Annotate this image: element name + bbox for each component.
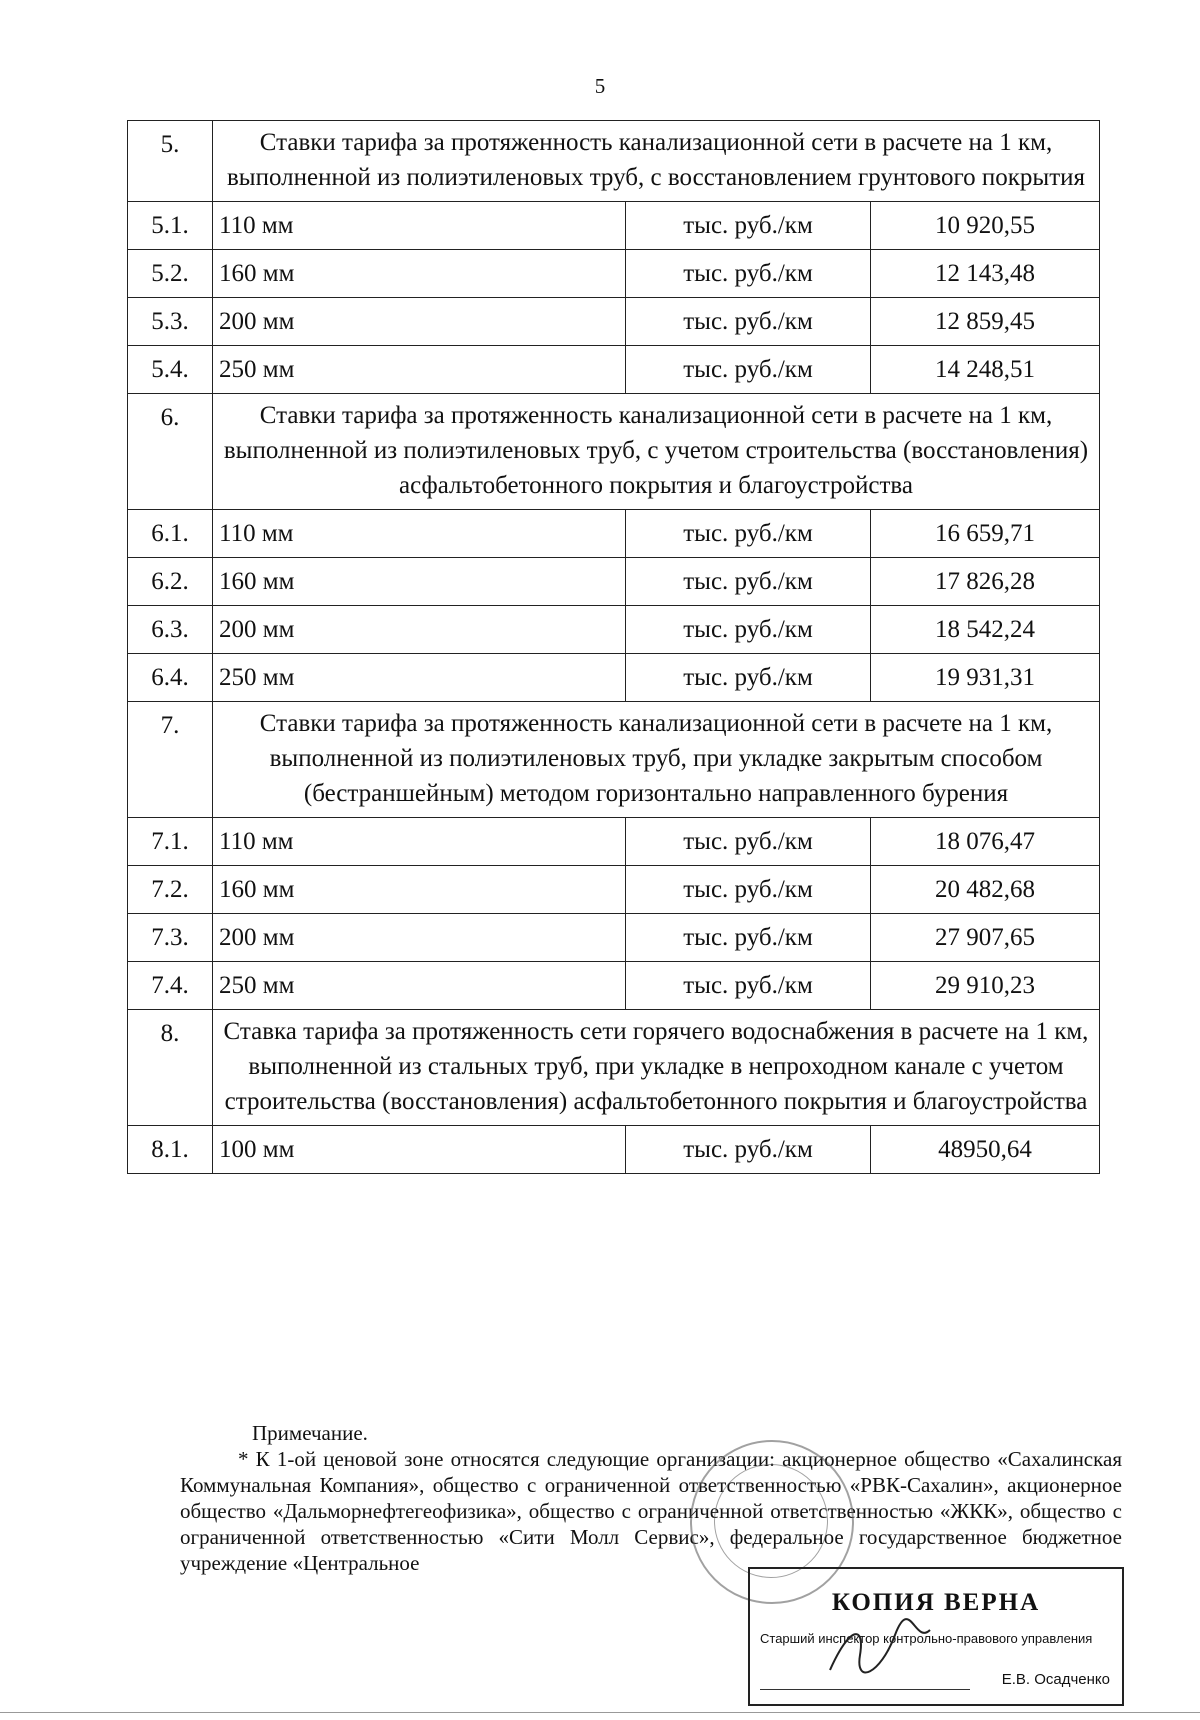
row-number: 6.4. [128,654,213,702]
note-text: * К 1-ой ценовой зоне относятся следующие организации: акционерное общество «Сахалинская Коммунальная Компания», общество с ограниченной ответственностью «РВК-Сахалин», акционерное общество «Дальморнефтегеофизика», общество с ограниченной ответственностью «ЖКК», общество с ограниченной ответственностью «Сити Молл Сервис», федеральное государственное бюджетное учреждение «Центральное [180,1447,1122,1575]
row-unit: тыс. руб./км [626,298,871,346]
row-pipe-size: 160 мм [213,866,626,914]
row-unit: тыс. руб./км [626,346,871,394]
tariff-table [127,120,1100,1174]
row-pipe-size: 200 мм [213,606,626,654]
row-pipe-size: 200 мм [213,298,626,346]
section-number: 8. [128,1010,213,1126]
row-number: 7.4. [128,962,213,1010]
row-number: 6.3. [128,606,213,654]
row-number: 5.4. [128,346,213,394]
table-row [128,962,1100,1010]
row-pipe-size: 160 мм [213,558,626,606]
section-title: Ставки тарифа за протяженность канализационной сети в расчете на 1 км, выполненной из полиэтиленовых труб, с учетом строительства (восстановления) асфальтобетонного покрытия и благоустройства [213,394,1100,510]
row-number: 7.3. [128,914,213,962]
row-value: 10 920,55 [871,202,1100,250]
row-pipe-size: 100 мм [213,1126,626,1174]
table-row [128,914,1100,962]
row-unit: тыс. руб./км [626,558,871,606]
row-number: 5.3. [128,298,213,346]
row-value: 12 859,45 [871,298,1100,346]
section-number: 7. [128,702,213,818]
row-number: 5.2. [128,250,213,298]
row-unit: тыс. руб./км [626,818,871,866]
row-unit: тыс. руб./км [626,962,871,1010]
row-value: 14 248,51 [871,346,1100,394]
stamp-signer-name: Е.В. Осадченко [1001,1671,1110,1688]
row-number: 7.1. [128,818,213,866]
row-value: 18 542,24 [871,606,1100,654]
table-row [128,558,1100,606]
note-block [180,1420,1122,1576]
table-row [128,346,1100,394]
section-title: Ставки тарифа за протяженность канализационной сети в расчете на 1 км, выполненной из полиэтиленовых труб, с восстановлением грунтового покрытия [213,121,1100,202]
row-pipe-size: 110 мм [213,202,626,250]
row-pipe-size: 110 мм [213,818,626,866]
row-pipe-size: 250 мм [213,346,626,394]
row-unit: тыс. руб./км [626,914,871,962]
row-unit: тыс. руб./км [626,866,871,914]
row-pipe-size: 110 мм [213,510,626,558]
row-value: 29 910,23 [871,962,1100,1010]
row-number: 5.1. [128,202,213,250]
row-value: 19 931,31 [871,654,1100,702]
table-row [128,250,1100,298]
row-unit: тыс. руб./км [626,510,871,558]
table-row [128,866,1100,914]
section-header-row [128,702,1100,818]
table-row [128,818,1100,866]
row-value: 17 826,28 [871,558,1100,606]
table-row [128,510,1100,558]
row-number: 6.2. [128,558,213,606]
row-pipe-size: 160 мм [213,250,626,298]
row-pipe-size: 250 мм [213,962,626,1010]
stamp-position: Старший инспектор контрольно-правового управления [760,1631,1093,1646]
row-unit: тыс. руб./км [626,654,871,702]
table-row [128,654,1100,702]
signature-scribble [820,1615,940,1685]
row-number: 8.1. [128,1126,213,1174]
row-value: 20 482,68 [871,866,1100,914]
row-unit: тыс. руб./км [626,606,871,654]
section-number: 6. [128,394,213,510]
row-unit: тыс. руб./км [626,250,871,298]
section-header-row [128,1010,1100,1126]
row-pipe-size: 200 мм [213,914,626,962]
section-number: 5. [128,121,213,202]
table-row [128,202,1100,250]
row-value: 48950,64 [871,1126,1100,1174]
signature-line [760,1689,970,1690]
row-value: 27 907,65 [871,914,1100,962]
page-bottom-edge [0,1712,1200,1713]
row-value: 18 076,47 [871,818,1100,866]
page-number: 5 [594,74,606,98]
table-row [128,1126,1100,1174]
section-title: Ставки тарифа за протяженность канализационной сети в расчете на 1 км, выполненной из полиэтиленовых труб, при укладке закрытым способом (бестраншейным) методом горизонтально направленного бурения [213,702,1100,818]
stamp-title: КОПИЯ ВЕРНА [831,1589,1041,1616]
row-unit: тыс. руб./км [626,1126,871,1174]
row-number: 6.1. [128,510,213,558]
row-value: 12 143,48 [871,250,1100,298]
section-title: Ставка тарифа за протяженность сети горячего водоснабжения в расчете на 1 км, выполненной из стальных труб, при укладке в непроходном канале с учетом строительства (восстановления) асфальтобетонного покрытия и благоустройства [213,1010,1100,1126]
table-row [128,606,1100,654]
row-value: 16 659,71 [871,510,1100,558]
section-header-row [128,394,1100,510]
row-number: 7.2. [128,866,213,914]
table-row [128,298,1100,346]
note-title: Примечание. [252,1421,368,1445]
row-pipe-size: 250 мм [213,654,626,702]
section-header-row [128,121,1100,202]
row-unit: тыс. руб./км [626,202,871,250]
